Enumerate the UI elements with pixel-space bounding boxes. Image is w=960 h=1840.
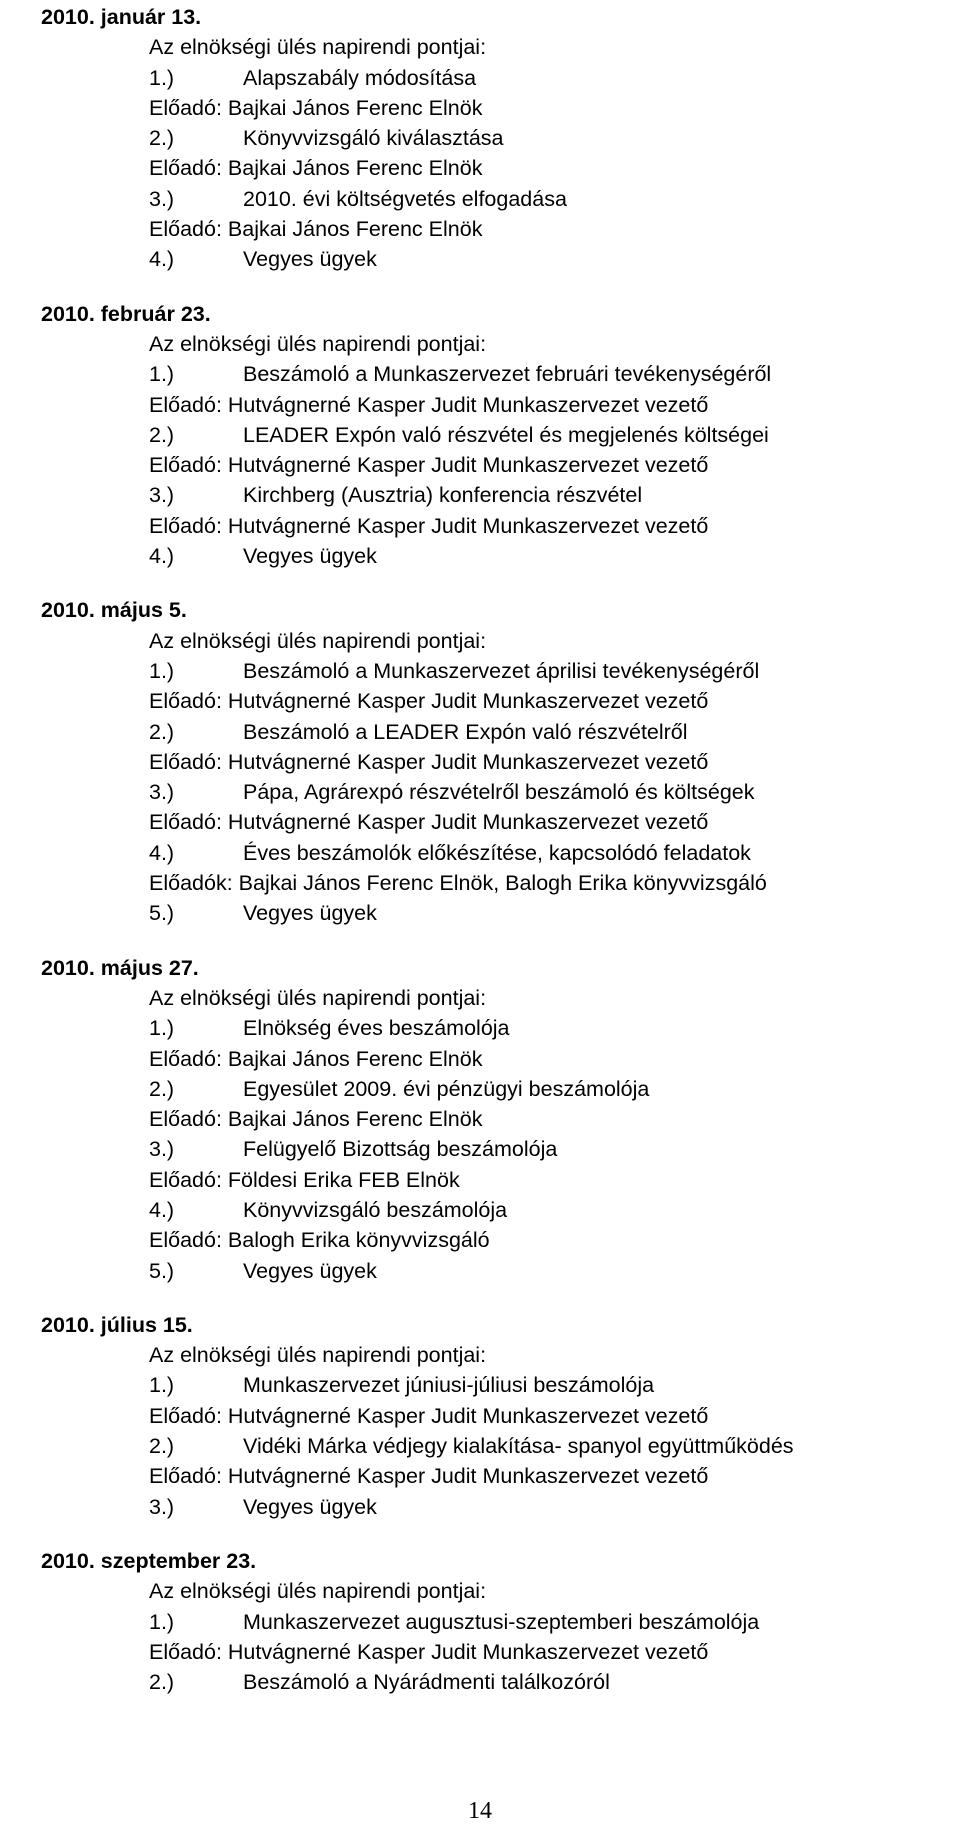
- agenda-item-presenter: Előadó: Bajkai János Ferenc Elnök: [149, 217, 483, 242]
- agenda-item-number: 3.): [149, 1494, 175, 1519]
- agenda-item-title: Könyvvizsgáló beszámolója: [243, 1197, 508, 1222]
- agenda-item: [41, 1013, 941, 1043]
- agenda-item-title: LEADER Expón való részvétel és megjelenés költségei: [243, 422, 769, 447]
- agenda-item-number: 4.): [149, 1197, 175, 1222]
- agenda-item-presenter: Előadó: Bajkai János Ferenc Elnök: [149, 1046, 483, 1071]
- agenda-heading: Az elnökségi ülés napirendi pontjai:: [149, 331, 487, 356]
- agenda-heading: Az elnökségi ülés napirendi pontjai:: [149, 628, 487, 653]
- agenda-item-title: Pápa, Agrárexpó részvételről beszámoló és költségek: [243, 780, 755, 805]
- agenda-item-title: Beszámoló a Munkaszervezet februári tevékenységéről: [243, 362, 772, 387]
- meeting-section: [41, 2, 941, 275]
- agenda-item: [41, 184, 941, 214]
- agenda-item-number: 3.): [149, 1137, 175, 1162]
- agenda-item: [41, 244, 941, 274]
- meeting-date: 2010. február 23.: [41, 301, 211, 326]
- agenda-item-title: Beszámoló a Nyárádmenti találkozóról: [243, 1670, 610, 1695]
- agenda-item: [41, 1134, 941, 1164]
- agenda-item-title: Felügyelő Bizottság beszámolója: [243, 1137, 558, 1162]
- agenda-heading: Az elnökségi ülés napirendi pontjai:: [149, 1579, 487, 1604]
- agenda-item-title: Éves beszámolók előkészítése, kapcsolódó feladatok: [243, 840, 751, 865]
- agenda-item-number: 4.): [149, 247, 175, 272]
- agenda-heading: Az elnökségi ülés napirendi pontjai:: [149, 35, 487, 60]
- agenda-item-number: 1.): [149, 362, 175, 387]
- agenda-item-number: 1.): [149, 1609, 175, 1634]
- agenda-item-title: Munkaszervezet júniusi-júliusi beszámolója: [243, 1373, 655, 1398]
- agenda-item-presenter: Előadó: Hutvágnerné Kasper Judit Munkaszervezet vezető: [149, 689, 709, 714]
- agenda-item-number: 2.): [149, 1670, 175, 1695]
- meeting-date: 2010. május 27.: [41, 955, 199, 980]
- agenda-item: [41, 717, 941, 747]
- meeting-section: [41, 299, 941, 572]
- agenda-item-number: 1.): [149, 65, 175, 90]
- agenda-item: [41, 420, 941, 450]
- agenda-item-title: Vegyes ügyek: [243, 247, 377, 272]
- agenda-item: [41, 1431, 941, 1461]
- agenda-item-number: 5.): [149, 1258, 175, 1283]
- agenda-item-number: 2.): [149, 126, 175, 151]
- agenda-item: [41, 1492, 941, 1522]
- agenda-item-number: 1.): [149, 1373, 175, 1398]
- agenda-item-title: 2010. évi költségvetés elfogadása: [243, 186, 567, 211]
- agenda-item-presenter: Előadó: Hutvágnerné Kasper Judit Munkaszervezet vezető: [149, 1639, 709, 1664]
- agenda-item-title: Vegyes ügyek: [243, 1258, 377, 1283]
- agenda-item-number: 2.): [149, 1076, 175, 1101]
- agenda-item-presenter: Előadó: Bajkai János Ferenc Elnök: [149, 1107, 483, 1132]
- meeting-date: 2010. május 5.: [41, 598, 187, 623]
- agenda-item-number: 4.): [149, 544, 175, 569]
- meeting-date: 2010. szeptember 23.: [41, 1548, 257, 1573]
- agenda-item-number: 2.): [149, 1434, 175, 1459]
- agenda-item-presenter: Előadó: Hutvágnerné Kasper Judit Munkaszervezet vezető: [149, 749, 709, 774]
- agenda-item-title: Munkaszervezet augusztusi-szeptemberi beszámolója: [243, 1609, 760, 1634]
- agenda-item: [41, 359, 941, 389]
- agenda-item-presenter: Előadó: Hutvágnerné Kasper Judit Munkaszervezet vezető: [149, 453, 709, 478]
- meeting-date: 2010. január 13.: [41, 5, 202, 29]
- meeting-section: [41, 953, 941, 1286]
- agenda-heading: Az elnökségi ülés napirendi pontjai:: [149, 985, 487, 1010]
- agenda-item: [41, 1195, 941, 1225]
- agenda-item-title: Elnökség éves beszámolója: [243, 1016, 510, 1041]
- agenda-item-number: 3.): [149, 483, 175, 508]
- agenda-item: [41, 1607, 941, 1637]
- agenda-item-title: Vegyes ügyek: [243, 1494, 377, 1519]
- agenda-item-number: 2.): [149, 422, 175, 447]
- agenda-item-presenter: Előadók: Bajkai János Ferenc Elnök, Balogh Erika könyvvizsgáló: [149, 871, 767, 896]
- meeting-section: [41, 595, 941, 928]
- agenda-item-title: Beszámoló a Munkaszervezet áprilisi tevékenységéről: [243, 658, 760, 683]
- meeting-section: [41, 1310, 941, 1522]
- agenda-item-title: Kirchberg (Ausztria) konferencia részvétel: [243, 483, 643, 508]
- agenda-item-title: Könyvvizsgáló kiválasztása: [243, 126, 504, 151]
- meeting-date: 2010. július 15.: [41, 1312, 193, 1337]
- agenda-item-presenter: Előadó: Hutvágnerné Kasper Judit Munkaszervezet vezető: [149, 513, 709, 538]
- agenda-item-number: 3.): [149, 780, 175, 805]
- agenda-item: [41, 777, 941, 807]
- agenda-item: [41, 656, 941, 686]
- agenda-item-number: 1.): [149, 1016, 175, 1041]
- agenda-item-title: Egyesület 2009. évi pénzügyi beszámolója: [243, 1076, 650, 1101]
- agenda-item-number: 3.): [149, 186, 175, 211]
- page-number: 14: [468, 1798, 492, 1824]
- agenda-item: [41, 541, 941, 571]
- agenda-item: [41, 1256, 941, 1286]
- agenda-item-presenter: Előadó: Balogh Erika könyvvizsgáló: [149, 1228, 490, 1253]
- agenda-item: [41, 838, 941, 868]
- agenda-item-title: Vegyes ügyek: [243, 901, 377, 926]
- agenda-item-number: 2.): [149, 719, 175, 744]
- agenda-item-title: Vegyes ügyek: [243, 544, 377, 569]
- agenda-item-presenter: Előadó: Hutvágnerné Kasper Judit Munkaszervezet vezető: [149, 810, 709, 835]
- agenda-item: [41, 1370, 941, 1400]
- agenda-heading: Az elnökségi ülés napirendi pontjai:: [149, 1343, 487, 1368]
- meeting-section: [41, 1546, 941, 1697]
- agenda-item: [41, 63, 941, 93]
- agenda-item-presenter: Előadó: Hutvágnerné Kasper Judit Munkaszervezet vezető: [149, 392, 709, 417]
- agenda-item-presenter: Előadó: Bajkai János Ferenc Elnök: [149, 156, 483, 181]
- agenda-item-presenter: Előadó: Hutvágnerné Kasper Judit Munkaszervezet vezető: [149, 1403, 709, 1428]
- agenda-item-title: Vidéki Márka védjegy kialakítása- spanyol együttműködés: [243, 1434, 794, 1459]
- document-body: [41, 2, 941, 1697]
- agenda-item: [41, 480, 941, 510]
- agenda-item: [41, 898, 941, 928]
- agenda-item-presenter: Előadó: Földesi Erika FEB Elnök: [149, 1167, 460, 1192]
- agenda-item: [41, 123, 941, 153]
- agenda-item-number: 4.): [149, 840, 175, 865]
- agenda-item-number: 1.): [149, 658, 175, 683]
- agenda-item: [41, 1667, 941, 1697]
- agenda-item-presenter: Előadó: Bajkai János Ferenc Elnök: [149, 95, 483, 120]
- agenda-item-number: 5.): [149, 901, 175, 926]
- agenda-item-title: Alapszabály módosítása: [243, 65, 477, 90]
- agenda-item-title: Beszámoló a LEADER Expón való részvételről: [243, 719, 688, 744]
- agenda-item-presenter: Előadó: Hutvágnerné Kasper Judit Munkaszervezet vezető: [149, 1464, 709, 1489]
- agenda-item: [41, 1074, 941, 1104]
